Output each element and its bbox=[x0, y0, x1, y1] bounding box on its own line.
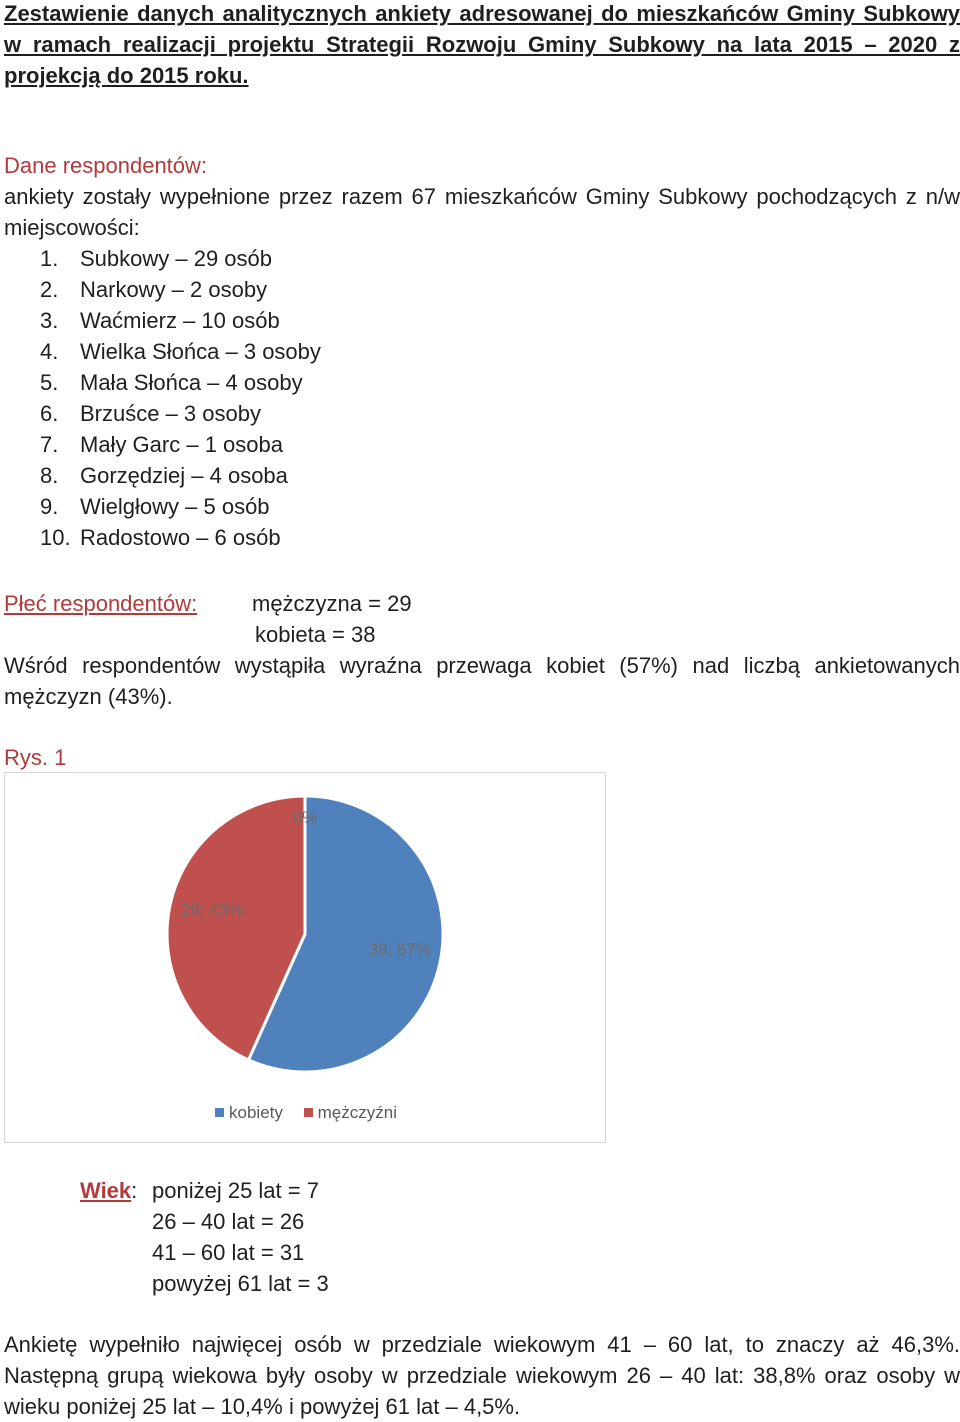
pie-svg bbox=[5, 773, 605, 1142]
age-summary: Ankietę wypełniło najwięcej osób w przedziale wiekowym 41 – 60 lat, to znaczy aż 46,3%. Następną grupą wiekowa były osoby w przedziale wiekowym 26 – 40 lat: 38,8% oraz osoby w wieku poniżej 25 lat – 10,4% i powyżej 61 lat – 4,5%. bbox=[4, 1332, 960, 1419]
age-row: powyżej 61 lat = 3 bbox=[152, 1271, 329, 1296]
age-heading: Wiek bbox=[80, 1178, 132, 1203]
age-heading-line bbox=[80, 1175, 137, 1206]
data-label: 29; 43% bbox=[180, 900, 244, 919]
age-row: 41 – 60 lat = 31 bbox=[152, 1240, 305, 1265]
gender-men: mężczyzna = 29 bbox=[252, 591, 412, 616]
figure-label: Rys. 1 bbox=[4, 745, 67, 770]
chart-legend bbox=[5, 1103, 607, 1123]
list-item: 5. Mała Słońca – 4 osoby bbox=[40, 370, 303, 395]
list-item: 9. Wielgłowy – 5 osób bbox=[40, 494, 270, 519]
list-item: 8. Gorzędziej – 4 osoba bbox=[40, 463, 288, 488]
list-item: 6. Brzuśce – 3 osoby bbox=[40, 401, 261, 426]
document-title: Zestawienie danych analitycznych ankiety adresowanej do mieszkańców Gminy Subkowy w ramach realizacji projektu Strategii Rozwoju Gminy Subkowy na lata 2015 – 2020 z projekcją do 2015 roku. bbox=[4, 1, 960, 88]
age-row: 26 – 40 lat = 26 bbox=[152, 1209, 305, 1234]
data-label-zero: 0% bbox=[292, 808, 318, 827]
respondents-heading: Dane respondentów: bbox=[4, 153, 208, 178]
gender-heading: Płeć respondentów: bbox=[4, 591, 198, 616]
legend-item-mezczyzni: mężczyźni bbox=[304, 1103, 397, 1122]
list-item: 4. Wielka Słońca – 3 osoby bbox=[40, 339, 321, 364]
age-colon: : bbox=[131, 1178, 138, 1203]
age-row: poniżej 25 lat = 7 bbox=[152, 1178, 319, 1203]
respondents-section bbox=[4, 150, 960, 243]
legend-swatch bbox=[215, 1108, 224, 1117]
gender-women: kobieta = 38 bbox=[255, 622, 376, 647]
list-item: 2. Narkowy – 2 osoby bbox=[40, 277, 268, 302]
places-list bbox=[40, 243, 321, 553]
list-item: 1. Subkowy – 29 osób bbox=[40, 246, 273, 271]
legend-item-kobiety: kobiety bbox=[215, 1103, 283, 1122]
gender-pie-chart bbox=[4, 772, 606, 1143]
list-item: 3. Waćmierz – 10 osób bbox=[40, 308, 280, 333]
gender-summary: Wśród respondentów wystąpiła wyraźna przewaga kobiet (57%) nad liczbą ankietowanych mężczyzn (43%). bbox=[4, 653, 960, 709]
legend-swatch bbox=[304, 1108, 313, 1117]
list-item: 10. Radostowo – 6 osób bbox=[40, 525, 281, 550]
data-label: 38; 57% bbox=[368, 940, 432, 959]
respondents-intro: ankiety zostały wypełnione przez razem 67 mieszkańców Gminy Subkowy pochodzących z n/w miejscowości: bbox=[4, 184, 960, 240]
list-item: 7. Mały Garc – 1 osoba bbox=[40, 432, 283, 457]
